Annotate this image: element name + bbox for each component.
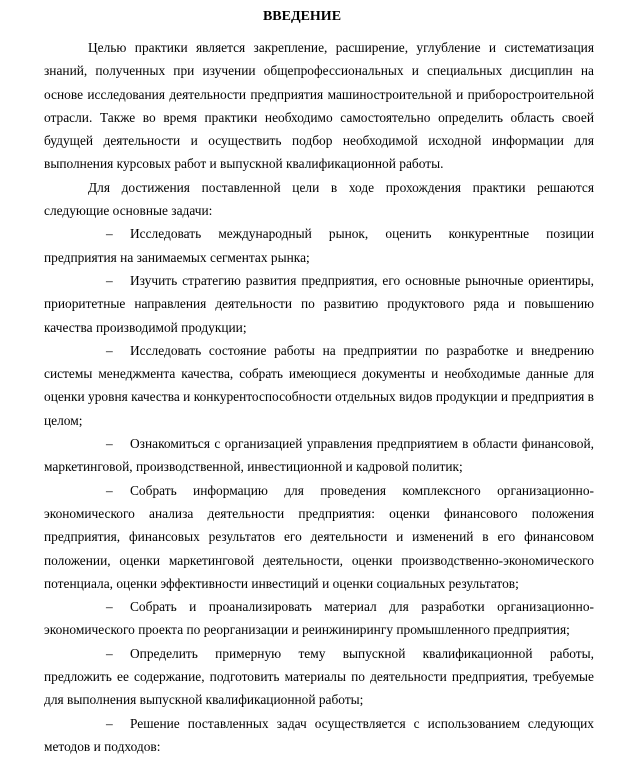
dash-marker: – — [106, 599, 113, 615]
task-item — [44, 595, 594, 642]
task-list — [44, 222, 594, 758]
dash-marker: – — [106, 342, 113, 358]
task-item — [44, 712, 594, 759]
dash-marker: – — [106, 645, 113, 661]
task-text: Изучить стратегию развития предприятия, его основные рыночные ориентиры, приоритетные направления деятельности по развитию продуктового ряда и повышению качества производимой продукции; — [44, 272, 594, 335]
task-text: Собрать информацию для проведения комплексного организационно-экономического анализа деятельности предприятия: оценки финансового положения предприятия, финансовых результатов его деятельности и изменений в его финансовом положении, оценки маркетинговой деятельности, оценки производственно-экономического потенциала, оценки эффективности инвестиций и оценки социальных результатов; — [44, 482, 594, 591]
task-text: Определить примерную тему выпускной квалификационной работы, предложить ее содержание, подготовить материалы по деятельности предприятия, требуемые для выполнения выпускной квалификационной работы; — [44, 645, 594, 708]
page-title: ВВЕДЕНИЕ — [262, 9, 342, 24]
dash-marker: – — [106, 482, 113, 498]
task-item — [44, 432, 594, 479]
task-text: Решение поставленных задач осуществляется с использованием следующих методов и подходов: — [44, 715, 594, 754]
task-item — [44, 269, 594, 339]
task-text: Ознакомиться с организацией управления предприятием в области финансовой, маркетинговой, производственной, инвестиционной и кадровой политик; — [44, 436, 594, 475]
lead-paragraph: Для достижения поставленной цели в ходе прохождения практики решаются следующие основные задачи: — [44, 179, 594, 219]
task-text: Собрать и проанализировать материал для разработки организационно-экономического проекта по реорганизации и реинжинирингу промышленного предприятия; — [44, 599, 594, 638]
dash-marker: – — [106, 272, 113, 288]
task-text: Исследовать состояние работы на предприятии по разработке и внедрению системы менеджмента качества, собрать имеющиеся документы и необходимые данные для оценки уровня качества и конкурентоспособности отдельных видов продукции и предприятия в целом; — [44, 342, 594, 428]
dash-marker: – — [106, 715, 113, 731]
task-item — [44, 339, 594, 432]
task-item — [44, 642, 594, 712]
intro-paragraph: Целью практики является закрепление, расширение, углубление и систематизация знаний, полученных при изучении общепрофессиональных и специальных дисциплин на основе исследования деятельности предприятия машиностроительной и приборостроительной отрасли. Также во время практики необходимо самостоятельно определить область своей будущей деятельности и осуществить подбор необходимой исходной информации для выполнения курсовых работ и выпускной квалификационной работы. — [44, 40, 594, 172]
task-text: Исследовать международный рынок, оценить конкурентные позиции предприятия на занимаемых сегментах рынка; — [44, 226, 594, 265]
dash-marker: – — [106, 226, 113, 242]
task-item — [44, 479, 594, 595]
dash-marker: – — [106, 436, 113, 452]
task-item — [44, 222, 594, 269]
